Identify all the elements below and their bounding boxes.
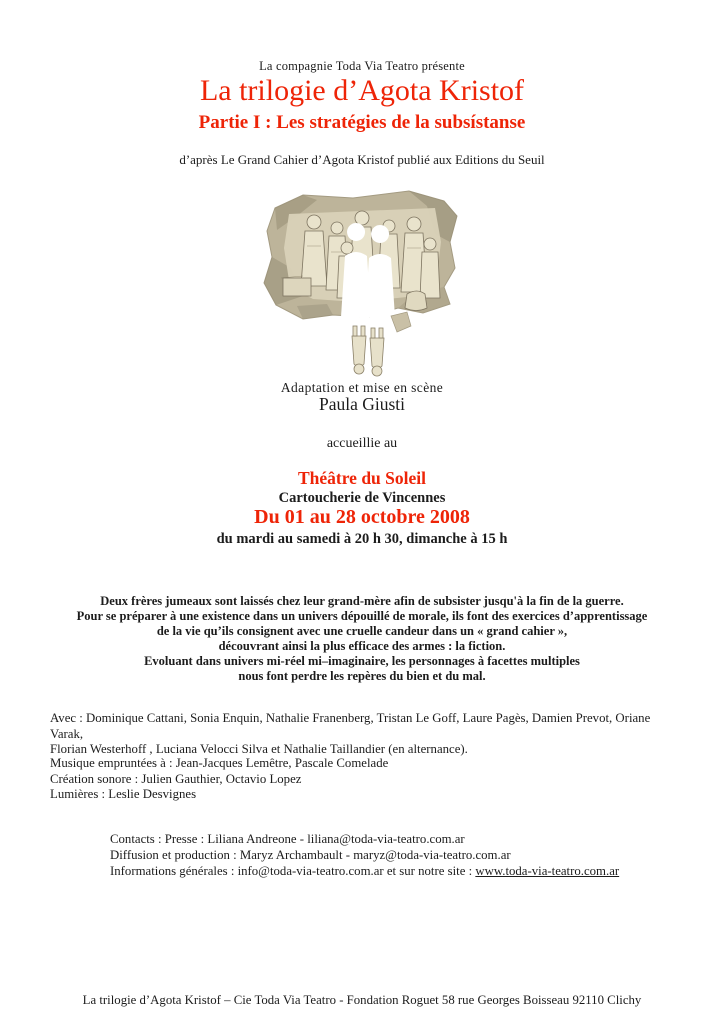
crew-music-line: Musique empruntées à : Jean-Jacques Lemêtre, Pascale Comelade bbox=[50, 756, 389, 770]
torn-photo-drawing-svg bbox=[257, 186, 467, 378]
venue-name: Théâtre du Soleil bbox=[297, 468, 427, 488]
contact-info-text: Informations générales : info@toda-via-teatro.com.ar et sur notre site : bbox=[110, 864, 476, 878]
contacts-block bbox=[110, 831, 684, 879]
cast-line: Florian Westerhoff , Luciana Velocci Silva et Nathalie Taillandier (en alternance). bbox=[50, 742, 468, 756]
contact-production-line: Diffusion et production : Maryz Archambault - maryz@toda-via-teatro.com.ar bbox=[110, 848, 511, 862]
cast-line: Avec : Dominique Cattani, Sonia Enquin, Nathalie Franenberg, Tristan Le Goff, Laure Pagès, Damien Prevot, Oriane Varak, bbox=[50, 711, 651, 741]
synopsis-line: nous font perdre les repères du bien et du mal. bbox=[238, 669, 486, 683]
source-line: d’après Le Grand Cahier d’Agota Kristof publié aux Editions du Seuil bbox=[179, 152, 545, 167]
crew-block bbox=[50, 756, 678, 803]
synopsis-line: Pour se préparer à une existence dans un univers dépouillé de morale, ils font des exercices d’apprentissage bbox=[76, 609, 648, 623]
adaptation-line: Adaptation et mise en scène bbox=[280, 380, 444, 395]
venue-place: Cartoucherie de Vincennes bbox=[278, 490, 446, 506]
page-subtitle: Partie I : Les stratégies de la subsístanse bbox=[198, 112, 526, 133]
hosted-line: accueillie au bbox=[326, 436, 398, 451]
show-schedule: du mardi au samedi à 20 h 30, dimanche à 15 h bbox=[216, 531, 508, 547]
cast-block bbox=[50, 711, 678, 758]
synopsis-line: découvrant ainsi la plus efficace des armes : la fiction. bbox=[218, 639, 506, 653]
footer-line: La trilogie d’Agota Kristof – Cie Toda Via Teatro - Fondation Roguet 58 rue Georges Boisseau 92110 Clichy bbox=[82, 993, 642, 1007]
website-link[interactable]: www.toda-via-teatro.com.ar bbox=[475, 864, 620, 878]
crew-sound-line: Création sonore : Julien Gauthier, Octavio Lopez bbox=[50, 771, 302, 786]
crew-lights-line: Lumières : Leslie Desvignes bbox=[50, 787, 197, 801]
show-dates: Du 01 au 28 octobre 2008 bbox=[254, 506, 470, 528]
synopsis-block bbox=[0, 594, 724, 684]
synopsis-line: Deux frères jumeaux sont laissés chez leur grand-mère afin de subsister jusqu'à la fin de la guerre. bbox=[100, 594, 624, 608]
contact-info-line bbox=[110, 863, 684, 879]
contact-press-line: Contacts : Presse : Liliana Andreone - liliana@toda-via-teatro.com.ar bbox=[110, 832, 465, 846]
director-name: Paula Giusti bbox=[318, 394, 406, 414]
torn-photo-illustration bbox=[257, 186, 467, 378]
synopsis-line: Evoluant dans univers mi-réel mi–imaginaire, les personnages à facettes multiples bbox=[144, 654, 580, 668]
presenter-line: La compagnie Toda Via Teatro présente bbox=[259, 59, 465, 73]
synopsis-line: de la vie qu’ils consignent avec une cruelle candeur dans un « grand cahier », bbox=[156, 624, 568, 638]
page-title: La trilogie d’Agota Kristof bbox=[199, 74, 525, 107]
